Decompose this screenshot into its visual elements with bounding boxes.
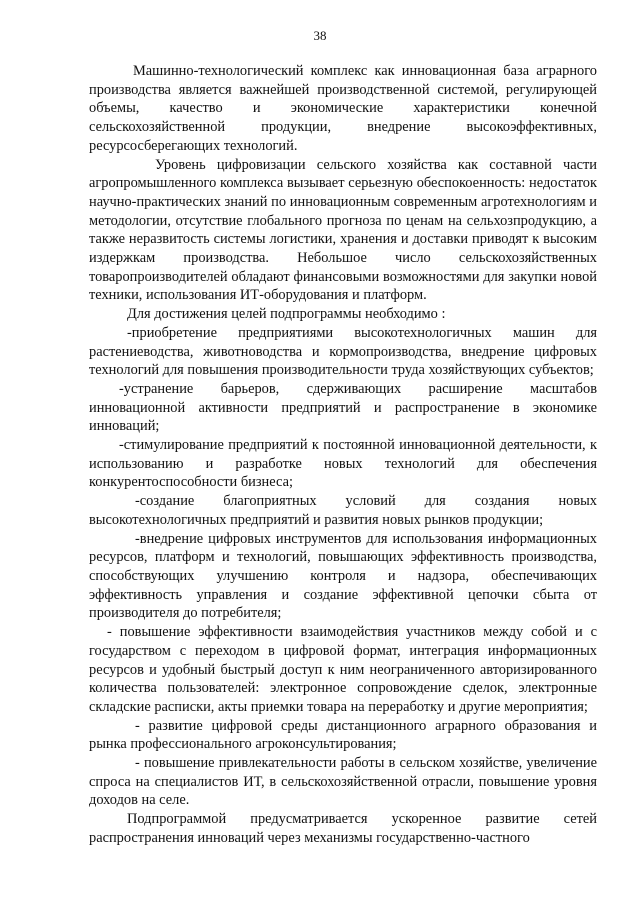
- paragraph-goals-intro: Для достижения целей подпрограммы необходимо :: [127, 306, 446, 323]
- list-item-digital-tools: -внедрение цифровых инструментов для использования информационных ресурсов, платформ и технологий, повышающих эффективность производства, способствующих улучшению контроля и надзора, обеспечивающих эффективность управления и создание эффективной цепочки сбыта от производителя до потребителя;: [89, 530, 597, 622]
- paragraph-digitalization-level: Уровень цифровизации сельского хозяйства как составной части агропромышленного комплекса вызывает серьезную обеспокоенность: недостаток научно-практических знаний по инновационным современным агротехнологиям и методологии, отсутствие глобального прогноза по ценам на сельхозпродукцию, а также неразвитость системы логистики, хранения и доставки приводят к высоким издержкам производства. Небольшое число сельскохозяйственных товаропроизводителей обладают финансовыми возможностями для закупки новой техники, использования ИТ-оборудования и платформ.: [89, 156, 597, 304]
- list-item-digital-environment: - развитие цифровой среды дистанционного аграрного образования и рынка профессионального агроконсультирования;: [89, 717, 597, 753]
- list-item-interaction: - повышение эффективности взаимодействия участников между собой и с государством с переходом в цифровой формат, интеграция информационных ресурсов и удобный быстрый доступ к ним неограниченного авторизированного количества пользователей: электронное сопровождение сделок, электронные складские расписки, акты приемки товара на переработку и другие мероприятия;: [89, 624, 597, 715]
- list-item-attractiveness: - повышение привлекательности работы в сельском хозяйстве, увеличение спроса на специалистов ИТ, в сельскохозяйственной отрасли, повышение уровня доходов на селе.: [89, 755, 597, 809]
- list-item-favorable-conditions: -создание благоприятных условий для создания новых высокотехнологичных предприятий и развития новых рынков продукции;: [89, 493, 597, 528]
- document-body: [89, 62, 597, 848]
- list-item-stimulation: -стимулирование предприятий к постоянной инновационной деятельности, к использованию и разработке новых технологий для обеспечения конкурентоспособности бизнеса;: [89, 437, 597, 491]
- paragraph-machine-complex: Машинно-технологический комплекс как инновационная база аграрного производства является важнейшей производственной системой, регулирующей объемы, качество и экономические характеристики конечной сельскохозяйственной продукции, внедрение высокоэффективных, ресурсосберегающих технологий.: [89, 63, 597, 154]
- page-number: 38: [313, 28, 327, 43]
- paragraph-subprogram: Подпрограммой предусматривается ускоренное развитие сетей распространения инноваций через механизмы государственно-частного: [89, 811, 597, 846]
- list-item-acquisition: -приобретение предприятиями высокотехнологичных машин для растениеводства, животноводства и кормопроизводства, внедрение цифровых технологий для повышения производительности труда хозяйствующих субъектов;: [89, 324, 597, 379]
- list-item-barriers: -устранение барьеров, сдерживающих расширение масштабов инновационной активности предприятий и распространение в экономике инноваций;: [89, 380, 597, 435]
